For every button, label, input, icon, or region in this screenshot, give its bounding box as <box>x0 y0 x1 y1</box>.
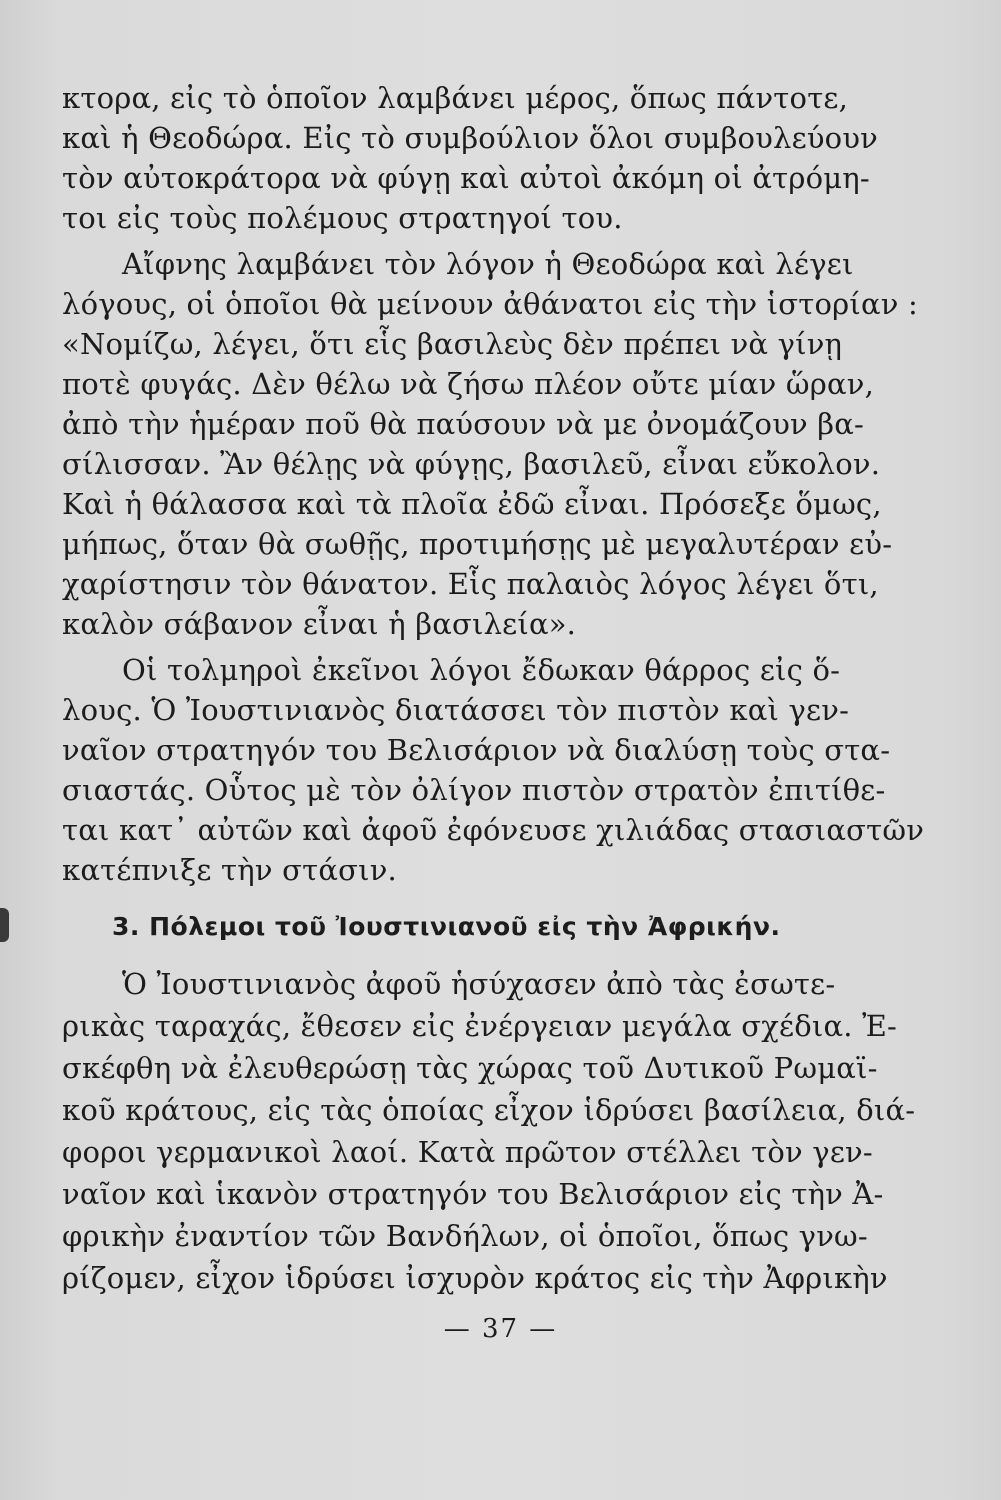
text-line: καλὸν σάβανον εἶναι ἡ βασιλεία». <box>62 607 577 641</box>
text-line: ναῖον καὶ ἱκανὸν στρατηγόν του Βελισάριον εἰς τὴν Ἀ- <box>62 1177 884 1211</box>
text-line: σίλισσαν. Ἂν θέλῃς νὰ φύγῃς, βασιλεῦ, εἶναι εὔκολον. <box>62 447 881 481</box>
binding-ink-mark <box>0 908 9 942</box>
text-line: ποτὲ φυγάς. Δὲν θέλω νὰ ζήσω πλέον οὔτε μίαν ὥραν, <box>62 367 875 401</box>
text-line: ἀπὸ τὴν ἡμέραν ποῦ θὰ παύσουν νὰ με ὀνομάζουν βα- <box>62 407 865 441</box>
text-line: Αἴφνης λαμβάνει τὸν λόγον ἡ Θεοδώρα καὶ λέγει <box>122 247 854 281</box>
text-line: ρικὰς ταραχάς, ἔθεσεν εἰς ἐνέργειαν μεγάλα σχέδια. Ἐ- <box>62 1009 898 1043</box>
text-line: φρικὴν ἐναντίον τῶν Βανδήλων, οἱ ὁποῖοι, ὅπως γνω- <box>62 1219 868 1253</box>
text-line: λόγους, οἱ ὁποῖοι θὰ μείνουν ἀθάνατοι εἰς τὴν ἱστορίαν : <box>62 287 918 321</box>
text-line: ναῖον στρατηγόν του Βελισάριον νὰ διαλύσῃ τοὺς στα- <box>62 733 891 767</box>
text-line: Ὁ Ἰουστινιανὸς ἀφοῦ ἡσύχασεν ἀπὸ τὰς ἐσωτε- <box>122 967 836 1001</box>
text-line: ρίζομεν, εἶχον ἱδρύσει ἰσχυρὸν κράτος εἰς τὴν Ἀφρικὴν <box>62 1261 888 1295</box>
page-number: — 37 — <box>443 1314 558 1344</box>
text-line: Οἱ τολμηροὶ ἐκεῖνοι λόγοι ἔδωκαν θάρρος εἰς ὅ- <box>122 653 841 687</box>
text-line: λους. Ὁ Ἰουστινιανὸς διατάσσει τὸν πιστὸν καὶ γεν- <box>62 693 850 727</box>
text-line: σιαστάς. Οὗτος μὲ τὸν ὀλίγον πιστὸν στρατὸν ἐπιτίθε- <box>62 773 886 807</box>
text-line: καὶ ἡ Θεοδώρα. Εἰς τὸ συμβούλιον ὅλοι συμβουλεύουν <box>62 121 878 155</box>
text-line: κοῦ κράτους, εἰς τὰς ὁποίας εἶχον ἱδρύσει βασίλεια, διά- <box>62 1093 916 1127</box>
text-line: ται κατ᾿ αὐτῶν καὶ ἀφοῦ ἐφόνευσε χιλιάδας στασιαστῶν <box>62 813 925 847</box>
text-line: «Νομίζω, λέγει, ὅτι εἷς βασιλεὺς δὲν πρέπει νὰ γίνῃ <box>62 327 843 361</box>
text-line: τὸν αὐτοκράτορα νὰ φύγῃ καὶ αὐτοὶ ἀκόμη οἱ ἀτρόμη- <box>62 161 870 195</box>
section-heading: 3. Πόλεμοι τοῦ Ἰουστινιανοῦ εἰς τὴν Ἀφρικήν. <box>112 912 781 941</box>
text-line: Καὶ ἡ θάλασσα καὶ τὰ πλοῖα ἐδῶ εἶναι. Πρόσεξε ὅμως, <box>62 487 882 521</box>
text-line: χαρίστησιν τὸν θάνατον. Εἷς παλαιὸς λόγος λέγει ὅτι, <box>62 567 879 601</box>
text-line: τοι εἰς τοὺς πολέμους στρατηγοί του. <box>62 201 623 235</box>
text-line: μήπως, ὅταν θὰ σωθῇς, προτιμήσῃς μὲ μεγαλυτέραν εὐ- <box>62 527 893 561</box>
text-line: κτορα, εἰς τὸ ὁποῖον λαμβάνει μέρος, ὅπως πάντοτε, <box>62 81 849 115</box>
text-line: κατέπνιξε τὴν στάσιν. <box>62 853 397 887</box>
text-line: σκέφθη νὰ ἐλευθερώσῃ τὰς χώρας τοῦ Δυτικοῦ Ρωμαϊ- <box>62 1051 878 1085</box>
text-line: φοροι γερμανικοὶ λαοί. Κατὰ πρῶτον στέλλει τὸν γεν- <box>62 1135 873 1169</box>
